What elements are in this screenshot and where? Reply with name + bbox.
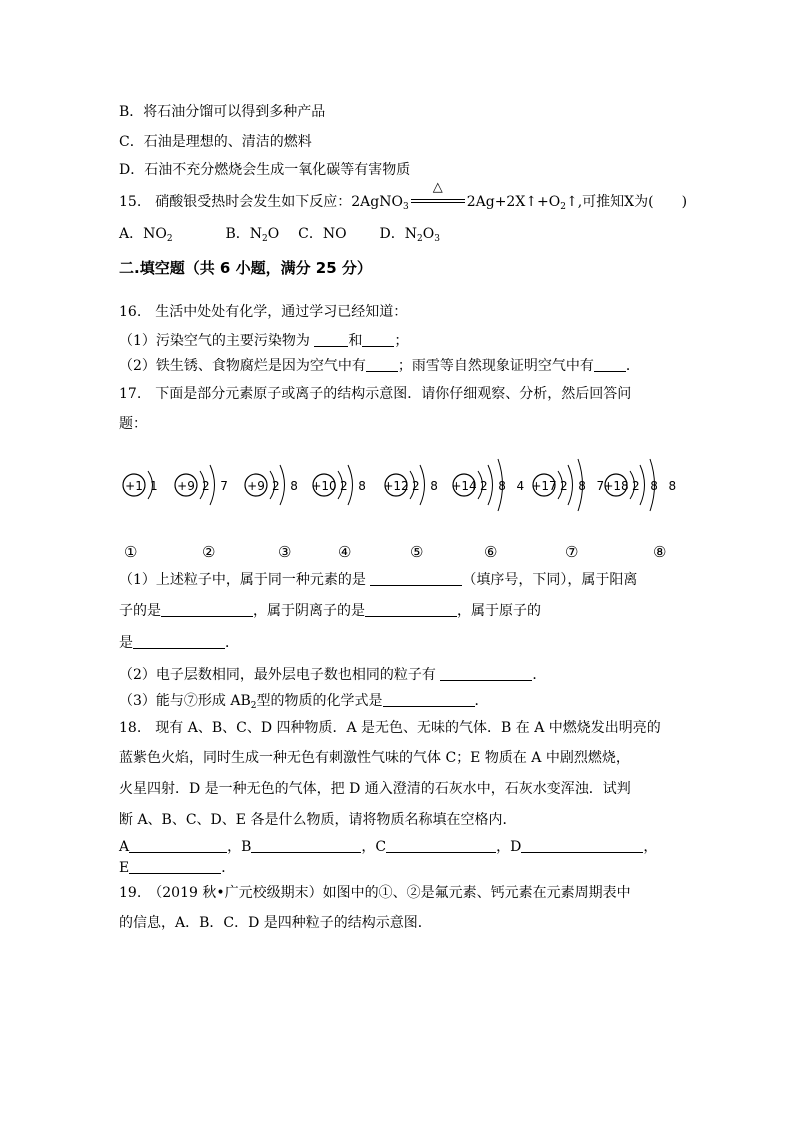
q18-line1: 18. 现有 A、B、C、D 四种物质．A 是无色、无味的气体．B 在 A 中燃烧发出明亮的 [119,720,661,736]
answer-blank[interactable] [383,692,475,707]
particle-label: ⑤ [410,543,424,561]
q14-option-d: D．石油不充分燃烧会生成一氧化碳等有害物质 [119,162,411,178]
reaction-arrow [409,180,467,210]
particle-diagram [451,459,525,511]
answer-blank[interactable] [251,838,361,853]
electron-counts: 2 8 7 [560,479,606,493]
particle-label: ② [202,543,216,561]
nucleus-charge: +12 [383,479,409,493]
q18-answers: A ，B ，C ，D ， [119,839,658,855]
electron-counts: 2 8 4 [480,479,526,493]
answer-blank[interactable] [386,838,496,853]
answer-blank[interactable] [129,838,227,853]
particle-label: ⑦ [565,543,579,561]
q15-options [119,224,440,249]
particle-diagram [175,465,229,505]
answer-blank[interactable] [365,602,457,617]
nucleus-charge: +14 [451,479,477,493]
particle-label: ⑧ [653,543,667,561]
answer-blank[interactable] [161,602,253,617]
q16-stem: 16. 生活中处处有化学，通过学习已经知道： [119,304,408,320]
q17-stem-line2: 题： [119,416,147,432]
nucleus-charge: +9 [177,479,195,493]
electron-counts: 2 7 [202,479,229,493]
q14-option-b: B．将石油分馏可以得到多种产品 [119,104,326,120]
particle-diagram [383,465,439,505]
particle-diagram [311,465,367,505]
nucleus-charge: +9 [247,479,265,493]
electron-counts: 1 [150,479,159,493]
answer-blank[interactable] [521,838,643,853]
electron-counts: 2 8 [340,479,367,493]
nucleus-charge: +17 [531,479,557,493]
electron-counts: 2 8 [272,479,299,493]
particle-diagram [123,471,159,499]
answer-blank[interactable] [133,634,225,649]
q17-sub1-line3: 是 ． [119,635,239,651]
electron-counts: 2 8 8 [632,479,678,493]
q15-option-a: A．$NO_2$ [119,226,173,244]
answer-blank[interactable] [370,571,462,586]
particle-diagram [245,465,299,505]
particle-diagram [603,459,677,511]
answer-blank[interactable] [362,332,394,347]
q14-option-c: C．石油是理想的、清洁的燃料 [119,134,312,150]
q16-part1: （1）污染空气的主要污染物为 和 ； [119,333,409,349]
q16-part2: （2）铁生锈、食物腐烂是因为空气中有 ；雨雪等自然现象证明空气中有 ． [119,358,640,374]
particle-diagram [531,459,605,511]
q17-sub1-line1: （1）上述粒子中，属于同一种元素的是 （填序号，下同），属于阳离 [119,572,638,588]
q15-option-d: D．$N_2O_3$ [379,226,440,244]
q18-line4: 断 A、B、C、D、E 各是什么物质，请将物质名称填在空格内． [119,812,517,828]
answer-blank[interactable] [594,357,626,372]
q15-stem: 15. 硝酸银受热时会发生如下反应：2AgNO$_3$ △ $2Ag+2X↑+O_2↑$,可推知X为( ) [119,180,688,212]
answer-blank[interactable] [129,859,221,874]
q18-answer-e: E ． [119,860,236,876]
nucleus-charge: +10 [311,479,337,493]
nucleus-charge: +18 [603,479,629,493]
electron-counts: 2 8 [412,479,439,493]
answer-blank[interactable] [314,332,348,347]
q15-option-c: C．NO [298,226,347,242]
atomic-structure-diagrams [110,440,690,540]
particle-label: ① [124,543,138,561]
q19-line1: 19. （2019 秋•广元校级期末）如图中的①、②是氟元素、钙元素在元素周期表中 [119,885,631,901]
section-heading: 二.填空题（共 6 小题，满分 25 分） [119,259,372,277]
nucleus-charge: +1 [125,479,143,493]
q17-sub1-line2: 子的是 ，属于阴离子的是 ，属于原子的 [119,603,541,619]
particle-label: ③ [278,543,292,561]
q18-line2: 蓝紫色火焰，同时生成一种无色有刺激性气味的气体 C；E 物质在 A 中剧烈燃烧， [119,750,630,766]
particle-label: ⑥ [484,543,498,561]
q17-stem-line1: 17. 下面是部分元素原子或离子的结构示意图．请你仔细观察、分析，然后回答问 [119,386,632,402]
answer-blank[interactable] [366,357,398,372]
q18-line3: 火星四射．D 是一种无色的气体，把 D 通入澄清的石灰水中，石灰水变浑浊．试判 [119,781,631,797]
q17-sub3: （3）能与⑦形成 $AB_2$型的物质的化学式是 ． [119,693,489,711]
q17-sub2: （2）电子层数相同，最外层电子数也相同的粒子有 ． [119,667,547,683]
heat-delta-symbol: △ [432,180,443,195]
answer-blank[interactable] [440,666,532,681]
particle-label: ④ [338,543,352,561]
q19-line2: 的信息，A．B．C．D 是四种粒子的结构示意图． [119,915,432,931]
q15-option-b: B．$N_2O$ [225,226,280,244]
